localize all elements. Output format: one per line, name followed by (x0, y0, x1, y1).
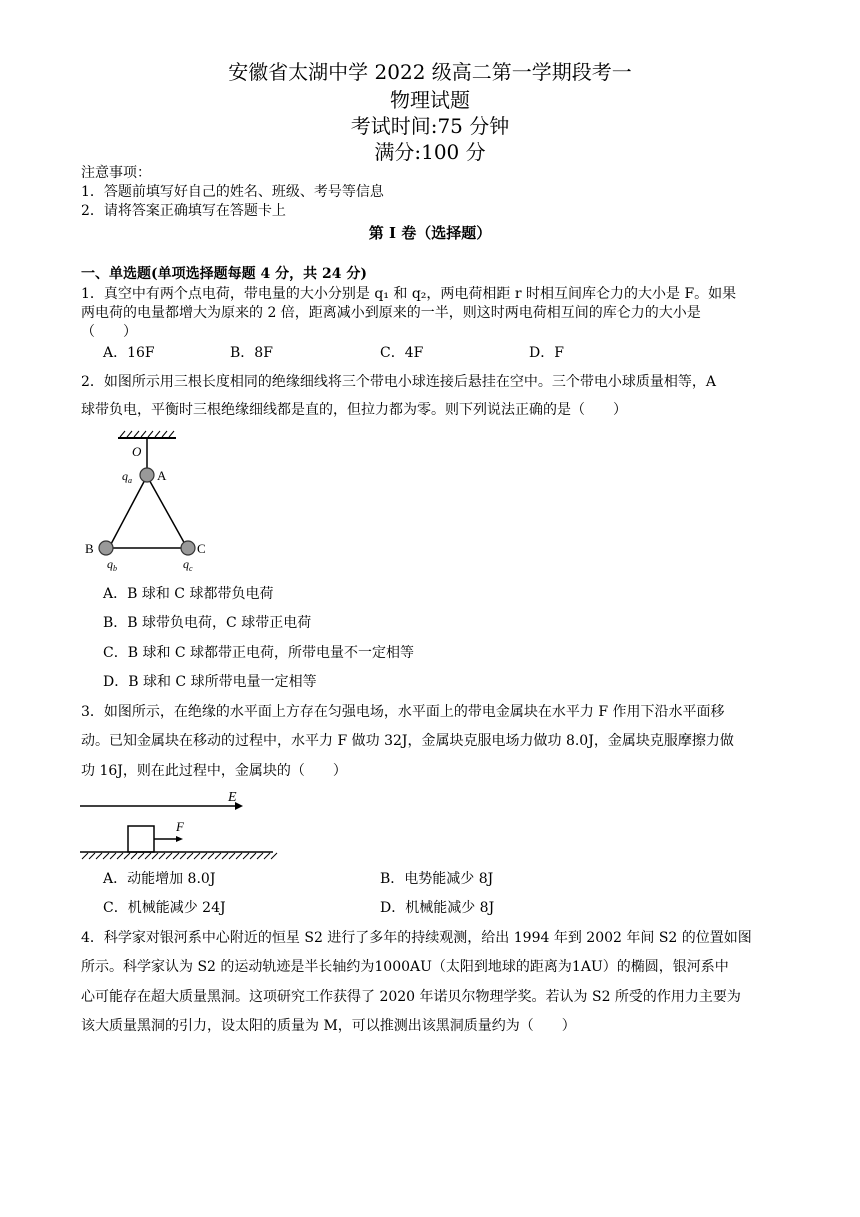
label-qc: $q_c$ (183, 557, 193, 573)
ball-a (140, 468, 154, 482)
hatch-line (229, 853, 235, 859)
q3-line-3: 功 16J，则在此过程中，金属块的（ ） (81, 763, 347, 779)
label-e: E (228, 790, 237, 805)
label-o: O (132, 444, 142, 459)
notice-item-1: 1．答题前填写好自己的姓名、班级、考号等信息 (81, 184, 384, 200)
hatch-line (117, 853, 123, 859)
ball-b (99, 541, 113, 555)
q1-line-1: 1．真空中有两个点电荷，带电量的大小分别是 q₁ 和 q₂，两电荷相距 r 时相互间库仑力的大小是 F。如果 (81, 286, 737, 302)
q2-option-d: D．B 球和 C 球所带电量一定相等 (103, 674, 317, 690)
hatch-line (173, 853, 179, 859)
hatch-line (124, 853, 130, 859)
hatch-line (208, 853, 214, 859)
q2-line-2: 球带负电，平衡时三根绝缘细线都是直的，但拉力都为零。则下列说法正确的是（ ） (81, 402, 627, 418)
q2-line-1: 2．如图所示用三根长度相同的绝缘细线将三个带电小球连接后悬挂在空中。三个带电小球质量相等，A (81, 374, 717, 390)
q1-line-2: 两电荷的电量都增大为原来的 2 倍，距离减小到原来的一半，则这时两电荷相互间的库仑力的大小是 (81, 305, 701, 321)
hatch-line (264, 853, 270, 859)
label-f: F (176, 819, 184, 834)
hatch-line (215, 853, 221, 859)
hatch-line (138, 853, 144, 859)
hatch-line (257, 853, 263, 859)
hatch-line (145, 853, 151, 859)
hatch-line (96, 853, 102, 859)
metal-block (128, 826, 154, 852)
hatch-line (187, 853, 193, 859)
q1-option-b: B．8F (230, 345, 273, 361)
ball-c (181, 541, 195, 555)
hatch-line (152, 853, 158, 859)
q3-option-a: A．动能增加 8.0J (103, 871, 216, 887)
label-a: A (157, 468, 167, 483)
hatch-line (82, 853, 88, 859)
q3-figure (80, 788, 280, 860)
q3-line-1: 3．如图所示，在绝缘的水平面上方存在匀强电场，水平面上的带电金属块在水平力 F 作用下沿水平面移 (81, 704, 725, 720)
q2-option-c: C．B 球和 C 球都带正电荷，所带电量不一定相等 (103, 645, 415, 661)
hatch-line (222, 853, 228, 859)
hatch-line (110, 853, 116, 859)
q3-line-2: 动。已知金属块在移动的过程中，水平力 F 做功 32J，金属块克服电场力做功 8.0J，金属块克服摩擦力做 (81, 733, 734, 749)
q2-figure (80, 430, 220, 575)
q2-option-b: B．B 球带负电荷，C 球带正电荷 (103, 615, 312, 631)
q4-line-2: 所示。科学家认为 S2 的运动轨迹是半长轴约为1000AU（太阳到地球的距离为1AU）的椭圆，银河系中 (81, 959, 729, 975)
q3-option-d: D．机械能减少 8J (380, 900, 495, 916)
thread-ab (110, 476, 147, 546)
hatch-line (103, 853, 109, 859)
part-heading: 一、单选题(单项选择题每题 4 分，共 24 分) (81, 266, 367, 282)
ground-hatch (82, 853, 277, 859)
hatch-line (201, 853, 207, 859)
school-title: 安徽省太湖中学 2022 级高二第一学期段考一 (228, 60, 632, 84)
label-qb: $q_b$ (107, 557, 117, 573)
notice-item-2: 2．请将答案正确填写在答题卡上 (81, 203, 286, 219)
hatch-line (194, 853, 200, 859)
full-score: 满分:100 分 (374, 140, 486, 164)
q1-option-c: C．4F (380, 345, 424, 361)
force-arrowhead (176, 836, 183, 842)
label-qa: $q_a$ (122, 469, 132, 485)
q3-option-b: B．电势能减少 8J (380, 871, 494, 887)
hatch-line (166, 853, 172, 859)
label-b: B (85, 541, 94, 556)
hatch-line (159, 853, 165, 859)
q3-option-c: C．机械能减少 24J (103, 900, 226, 916)
thread-ac (147, 476, 186, 546)
q1-line-3: （ ） (81, 324, 137, 340)
q4-line-4: 该大质量黑洞的引力，设太阳的质量为 M，可以推测出该黑洞质量约为（ ） (81, 1018, 576, 1034)
q1-option-a: A．16F (103, 345, 155, 361)
q1-option-d: D．F (529, 345, 564, 361)
q4-line-3: 心可能存在超大质量黑洞。这项研究工作获得了 2020 年诺贝尔物理学奖。若认为 S2 所受的作用力主要为 (81, 989, 741, 1005)
hatch-line (243, 853, 249, 859)
notice-heading: 注意事项： (81, 165, 151, 181)
label-c: C (197, 541, 206, 556)
hatch-line (180, 853, 186, 859)
ceiling-hatch (118, 431, 176, 438)
hatch-line (250, 853, 256, 859)
hatch-line (89, 853, 95, 859)
hatch-line (236, 853, 242, 859)
exam-time: 考试时间:75 分钟 (350, 114, 510, 138)
hatch-line (271, 853, 277, 859)
q4-line-1: 4．科学家对银河系中心附近的恒星 S2 进行了多年的持续观测，给出 1994 年到 2002 年间 S2 的位置如图 (81, 930, 752, 946)
q2-option-a: A．B 球和 C 球都带负电荷 (103, 586, 274, 602)
subject-title: 物理试题 (390, 88, 470, 112)
section-title: 第 I 卷（选择题） (368, 224, 492, 242)
hatch-line (131, 853, 137, 859)
